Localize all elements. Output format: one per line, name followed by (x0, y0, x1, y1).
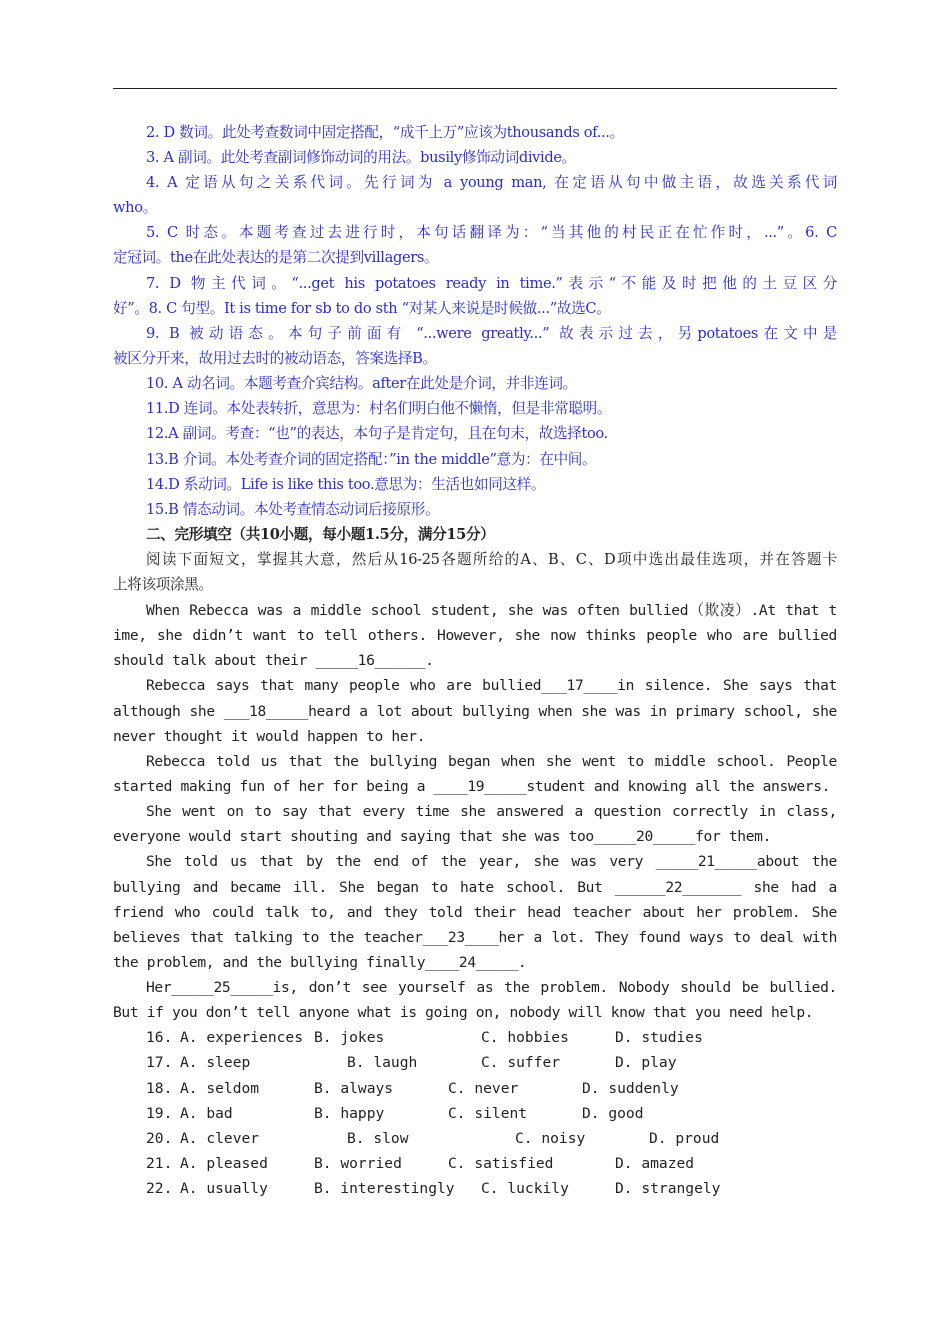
option-a: A. pleased (180, 1155, 268, 1172)
answer-line: 3. A 副词。此处考查副词修饰动词的用法。busily修饰动词divide。 (146, 149, 576, 166)
passage-line: should talk about their _____16______. (113, 652, 434, 669)
question-number: 21. (146, 1155, 173, 1172)
question-number: 20. (146, 1130, 173, 1147)
option-c: C. hobbies (481, 1029, 569, 1046)
answer-line: 11.D 连词。本处表转折，意思为：村名们明白他不懒惰，但是非常聪明。 (146, 400, 612, 417)
passage-line: She went on to say that every time she answered a question correctly in class, (146, 803, 837, 820)
option-d: D. studies (615, 1029, 703, 1046)
option-a: A. bad (180, 1105, 233, 1122)
section-heading: 二、完形填空（共10小题，每小题1.5分，满分15分） (146, 526, 495, 543)
question-number: 19. (146, 1105, 173, 1122)
answer-line: 5. C 时态。本题考查过去进行时，本句话翻译为：“当其他的村民正在忙作时，...”。6. C (146, 224, 837, 241)
option-d: D. good (582, 1105, 644, 1122)
option-b: B. jokes (314, 1029, 385, 1046)
option-d: D. suddenly (582, 1080, 679, 1097)
option-d: D. strangely (615, 1180, 721, 1197)
option-b: B. worried (314, 1155, 402, 1172)
passage-line: ime, she didn’t want to tell others. However, she now thinks people who are bullied (113, 627, 837, 644)
question-number: 18. (146, 1080, 173, 1097)
option-c: C. luckily (481, 1180, 569, 1197)
option-b: B. happy (314, 1105, 385, 1122)
option-c: C. satisfied (448, 1155, 554, 1172)
question-number: 17. (146, 1054, 173, 1071)
passage-line: She told us that by the end of the year, she was very _____21_____about the (146, 853, 837, 870)
passage-line: Rebecca told us that the bullying began when she went to middle school. People (146, 753, 837, 770)
answer-line: 9. B 被动语态。本句子前面有 “...were greatly...” 故表示过去，另potatoes在文中是 (146, 325, 837, 342)
passage-line: everyone would start shouting and saying that she was too_____20_____for them. (113, 828, 772, 845)
answer-line: who。 (113, 199, 157, 216)
answer-line: 好”。8. C 句型。It is time for sb to do sth “对某人来说是时候做...”故选C。 (113, 300, 611, 317)
header-rule (113, 88, 837, 89)
option-d: D. proud (649, 1130, 720, 1147)
option-a: A. usually (180, 1180, 268, 1197)
option-c: C. suffer (481, 1054, 561, 1071)
option-b: B. always (314, 1080, 394, 1097)
passage-line: But if you don’t tell anyone what is going on, nobody will know that you need help. (113, 1004, 814, 1021)
option-c: C. silent (448, 1105, 528, 1122)
passage-line: Her_____25_____is, don’t see yourself as the problem. Nobody should be bullied. (146, 979, 837, 996)
answer-line: 4. A 定语从句之关系代词。先行词为 a young man, 在定语从句中做主语，故选关系代词 (146, 174, 837, 191)
passage-line: although she ___18_____heard a lot about bullying when she was in primary school, she (113, 703, 837, 720)
option-a: A. experiences (180, 1029, 304, 1046)
passage-line: the problem, and the bullying finally____24_____. (113, 954, 527, 971)
passage-line: never thought it would happen to her. (113, 728, 426, 745)
passage-line: started making fun of her for being a ____19_____student and knowing all the answers. (113, 778, 831, 795)
option-d: D. amazed (615, 1155, 695, 1172)
answer-line: 10. A 动名词。本题考查介宾结构。after在此处是介词，并非连词。 (146, 375, 577, 392)
option-b: B. interestingly (314, 1180, 455, 1197)
answer-line: 被区分开来，故用过去时的被动语态，答案选择B。 (113, 350, 437, 367)
answer-line: 7. D 物主代词。“...get his potatoes ready in time.”表示“不能及时把他的土豆区分 (146, 275, 837, 292)
option-b: B. slow (347, 1130, 409, 1147)
option-a: A. seldom (180, 1080, 260, 1097)
option-b: B. laugh (347, 1054, 418, 1071)
answer-line: 15.B 情态动词。本处考查情态动词后接原形。 (146, 501, 440, 518)
answer-line: 定冠词。the在此处表达的是第二次提到villagers。 (113, 249, 439, 266)
option-d: D. play (615, 1054, 677, 1071)
instruction-text: 上将该项涂黑。 (113, 576, 213, 593)
passage-line: When Rebecca was a middle school student, she was often bullied（欺凌）.At that t (146, 602, 837, 619)
option-a: A. clever (180, 1130, 260, 1147)
answer-line: 12.A 副词。考查：“也”的表达，本句子是肯定句，且在句末，故选择too. (146, 425, 608, 442)
question-number: 22. (146, 1180, 173, 1197)
option-c: C. noisy (515, 1130, 586, 1147)
passage-line: believes that talking to the teacher___23____her a lot. They found ways to deal with (113, 929, 837, 946)
option-c: C. never (448, 1080, 519, 1097)
answer-line: 14.D 系动词。Life is like this too.意思为：生活也如同这样。 (146, 476, 546, 493)
passage-line: bullying and became ill. She began to hate school. But ______22_______ she had a (113, 879, 837, 896)
answer-line: 2. D 数词。此处考查数词中固定搭配，“成千上万”应该为thousands of...。 (146, 124, 624, 141)
passage-line: Rebecca says that many people who are bullied___17____in silence. She says that (146, 677, 837, 694)
option-a: A. sleep (180, 1054, 251, 1071)
answer-line: 13.B 介词。本处考查介词的固定搭配：”in the middle”意为：在中间。 (146, 451, 597, 468)
question-number: 16. (146, 1029, 173, 1046)
instruction-text: 阅读下面短文，掌握其大意，然后从16-25各题所给的A、B、C、D项中选出最佳选项，并在答题卡 (146, 551, 837, 568)
passage-line: friend who could talk to, and they told their head teacher about her problem. She (113, 904, 837, 921)
